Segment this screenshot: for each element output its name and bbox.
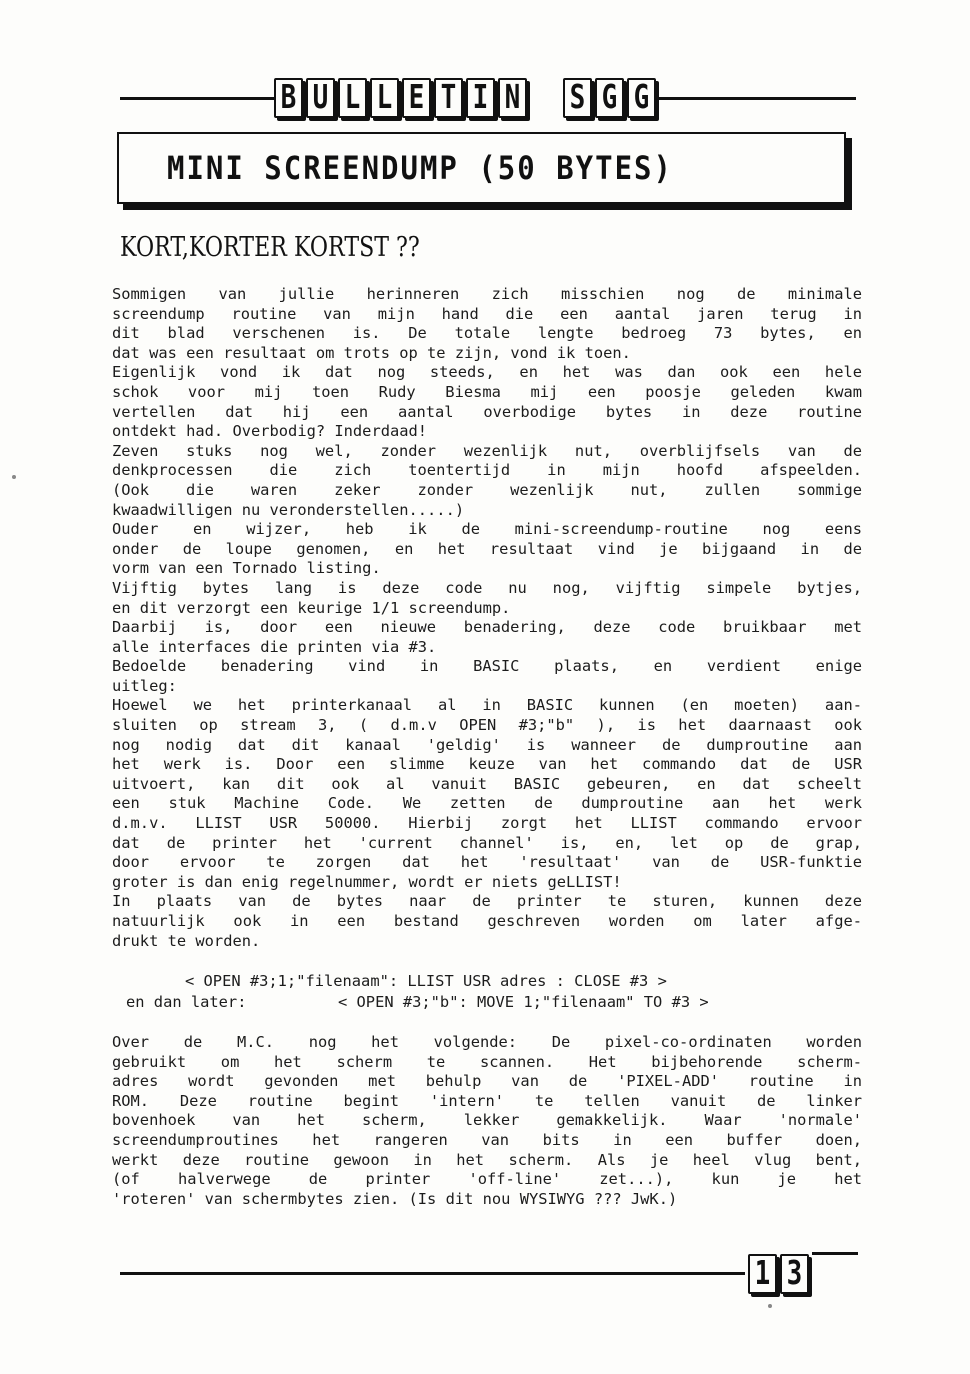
club-letter: S [563, 78, 592, 118]
body-line: uitleg: [112, 676, 177, 695]
page-digit: 1 [748, 1254, 777, 1294]
command-example-2: < OPEN #3;"b": MOVE 1;"filenaam" TO #3 > [338, 993, 709, 1011]
body-line: Vijftig bytes lang is deze code nu nog, vijftig simpele bytjes, [112, 578, 862, 597]
body-line: natuurlijk ook in een bestand geschreven worden om later afge- [112, 912, 862, 930]
body-line: alle interfaces die printen via #3. [112, 637, 437, 656]
scan-speck [12, 475, 16, 479]
body-line: dat was een resultaat om trots op te zijn, vond ik toen. [112, 343, 631, 362]
club-letter: G [595, 78, 624, 118]
scan-speck [768, 1304, 772, 1308]
body-line: groter is dan enig regelnummer, wordt er niets geLLIST! [112, 872, 622, 891]
body-line: dat de printer het 'current channel' is, en, let op de grap, [112, 833, 862, 852]
body-line: vorm van een Tornado listing. [112, 559, 381, 578]
body-line: het werk is. Door een slimme keuze van het commando dat de USR [112, 755, 862, 774]
header-rule-left [120, 97, 280, 100]
body-line: Bedoelde benadering vind in BASIC plaats, en verdient enige [112, 657, 862, 676]
header-rule-right [656, 97, 856, 100]
closing-line: gebruikt om het scherm te scannen. Het bijbehorende scherm- [112, 1052, 862, 1071]
closing-line: adres wordt gevonden met behulp van de 'PIXEL-ADD' routine in [112, 1072, 862, 1091]
bulletin-letter: U [306, 78, 335, 118]
bulletin-letter: B [274, 78, 303, 118]
body-line: Eigenlijk vond ik dat nog steeds, en het was dan ook een hele [112, 363, 862, 382]
page-digit: 3 [780, 1254, 809, 1294]
article-heading: KORT,KORTER KORTST ?? [120, 232, 420, 263]
body-line: sluiten op stream 3, ( d.m.v OPEN #3;"b" ), is het daarnaast ook [112, 716, 862, 735]
body-line: Sommigen van jullie herinneren zich misschien nog de minimale [112, 285, 862, 303]
body-line: (Ook die waren zeker zonder wezenlijk nut, zullen sommige [112, 480, 862, 499]
closing-line: ROM. Deze routine begint 'intern' te tellen vanuit de linker [112, 1091, 862, 1110]
bulletin-letter: N [498, 78, 527, 118]
bulletin-letter: E [402, 78, 431, 118]
article-body [112, 285, 862, 951]
body-line: ontdekt had. Overbodig? Inderdaad! [112, 422, 428, 441]
closing-line: 'roteren' van schermbytes zien. (Is dit nou WYSIWYG ??? JwK.) [112, 1189, 678, 1208]
club-wordmark [563, 78, 656, 118]
body-line: drukt te worden. [112, 931, 261, 950]
closing-line: screendumproutines het rangeren van bits in een buffer doen, [112, 1130, 862, 1149]
body-line: Zeven stuks nog wel, zonder wezenlijk nut, overblijfsels van de [112, 441, 862, 460]
body-line: dit blad verschenen is. De totale lengte bedroeg 73 bytes, en [112, 324, 862, 343]
body-line: d.m.v. LLIST USR 50000. Hierbij zorgt het LLIST commando ervoor [112, 814, 862, 833]
article-closing [112, 1033, 862, 1209]
body-line: vertellen dat hij een aantal overbodige bytes in deze routine [112, 402, 862, 421]
body-line: uitvoert, kan dit ook al vanuit BASIC gebeuren, en dat scheelt [112, 774, 862, 793]
bulletin-letter: L [370, 78, 399, 118]
closing-line: (of halverwege de printer 'off-line' zet...), kun je het [112, 1170, 862, 1189]
body-line: een stuk Machine Code. We zetten de dumproutine aan het werk [112, 794, 862, 813]
bulletin-letter: I [466, 78, 495, 118]
body-line: In plaats van de bytes naar de printer te sturen, kunnen deze [112, 892, 862, 911]
bulletin-letter: L [338, 78, 367, 118]
body-line: denkprocessen die zich toentertijd in mijn hoofd afspeelden. [112, 461, 862, 480]
closing-line: werkt deze routine gewoon in het scherm. Als je heel vlug bent, [112, 1150, 862, 1169]
body-line: screendump routine van mijn hand die een aantal jaren terug in [112, 304, 862, 323]
footer-rule-left [120, 1272, 745, 1275]
body-line: Hoewel we het printerkanaal al in BASIC kunnen (en moeten) aan- [112, 696, 862, 715]
club-letter: G [627, 78, 656, 118]
command-prefix: en dan later: [126, 993, 247, 1011]
body-line: schok voor mij toen Rudy Biesma mij een poosje geleden kwam [112, 382, 862, 401]
body-line: Ouder en wijzer, heb ik de mini-screendump-routine nog eens [112, 520, 862, 539]
article-title-box [117, 132, 846, 204]
page-number [748, 1254, 809, 1294]
body-line: en dit verzorgt een keurige 1/1 screendump. [112, 598, 511, 617]
article-title: MINI SCREENDUMP (50 BYTES) [167, 149, 673, 187]
body-line: Daarbij is, door een nieuwe benadering, deze code bruikbaar met [112, 618, 862, 637]
bulletin-wordmark [274, 78, 527, 118]
footer-rule-right [812, 1252, 858, 1255]
body-line: door ervoor te zorgen dat het 'resultaat' van de USR-funktie [112, 853, 862, 872]
body-line: nog nodig dat dit kanaal 'geldig' is wanneer de dumproutine aan [112, 735, 862, 754]
closing-line: Over de M.C. nog het volgende: De pixel-co-ordinaten worden [112, 1033, 862, 1051]
closing-line: bovenhoek van het scherm, lekker gemakkelijk. Waar 'normale' [112, 1111, 862, 1130]
bulletin-letter: T [434, 78, 463, 118]
body-line: kwaadwilligen nu veronderstellen.....) [112, 500, 465, 519]
body-line: onder de loupe genomen, en het resultaat vind je bijgaand in de [112, 539, 862, 558]
command-example-1: < OPEN #3;1;"filenaam": LLIST USR adres : CLOSE #3 > [185, 972, 667, 990]
